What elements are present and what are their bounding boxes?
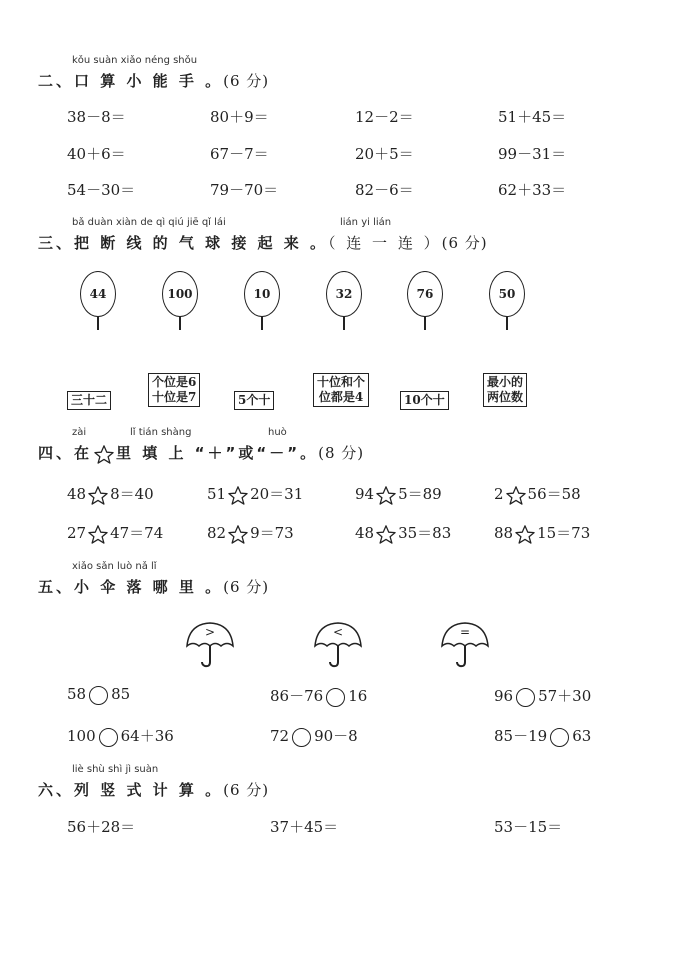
umbrella-symbol: > [204,625,216,639]
sec5-score: (6 分) [223,578,270,596]
compare-circle[interactable] [99,728,118,747]
star-blank-icon[interactable] [87,524,109,544]
sec2-problem: 20＋5＝ [355,145,414,163]
card-line: 十位是7 [152,390,197,404]
sec4-problem [355,483,442,505]
balloon[interactable]: 10 [244,271,280,317]
answer-card[interactable] [483,373,527,407]
answer-card[interactable] [400,391,449,410]
right-side: 63 [572,727,592,745]
card-line: 5个十 [238,393,271,407]
balloon-string [424,316,426,330]
sec2-score: (6 分) [223,72,270,90]
sec5-problem [270,725,358,747]
operand: 48 [67,485,87,503]
right-side: 85 [111,685,131,703]
operand-rest: 20＝31 [250,485,304,503]
sec4-heading [38,442,364,464]
balloon[interactable]: 100 [162,271,198,317]
operand-rest: 15＝73 [537,524,591,542]
sec4-title-a: 四、在 [38,444,93,462]
sec5-problem [494,685,591,707]
balloon-string [97,316,99,330]
sec3-pinyin: bǎ duàn xiàn de qì qiú jiē qǐ lái [72,217,226,228]
balloon[interactable]: 76 [407,271,443,317]
balloon-string [261,316,263,330]
answer-card[interactable] [313,373,369,407]
star-blank-icon[interactable] [514,524,536,544]
sec2-problem: 38－8＝ [67,108,126,126]
operand: 94 [355,485,375,503]
star-blank-icon[interactable] [505,485,527,505]
sec3-heading [38,232,488,253]
sec2-problem: 40＋6＝ [67,145,126,163]
compare-circle[interactable] [89,686,108,705]
sec6-heading [38,779,269,800]
card-line: 十位和个 [317,375,366,389]
sec2-heading [38,70,269,91]
sec2-title: 二、口 算 小 能 手 。 [38,72,224,90]
card-line: 位都是4 [318,390,364,404]
operand: 88 [494,524,514,542]
operand-rest: 8＝40 [110,485,154,503]
operand-rest: 56＝58 [527,485,581,503]
umbrella-symbol: = [459,625,471,639]
left-side: 85－19 [494,727,548,745]
left-side: 72 [270,727,290,745]
sec4-problem [207,483,303,505]
sec5-problem [270,685,367,707]
sec2-problem: 67－7＝ [210,145,269,163]
sec4-score: (8 分) [318,444,365,462]
balloon[interactable]: 50 [489,271,525,317]
right-side: 57＋30 [538,687,592,705]
sec2-problem: 82－6＝ [355,181,414,199]
sec2-problem: 99－31＝ [498,145,567,163]
card-line: 10个十 [404,393,445,407]
card-line: 三十二 [71,393,108,407]
sec5-problem [67,725,174,747]
sec2-problem: 62＋33＝ [498,181,567,199]
operand-rest: 5＝89 [398,485,442,503]
sec2-problem: 12－2＝ [355,108,414,126]
compare-circle[interactable] [550,728,569,747]
card-line: 最小的 [487,375,524,389]
sec5-heading [38,576,269,597]
sec4-problem [207,522,294,544]
compare-circle[interactable] [516,688,535,707]
balloon[interactable]: 44 [80,271,116,317]
sec3-title: 三、把 断 线 的 气 球 接 起 来 。 [38,234,329,252]
sec6-title: 六、列 竖 式 计 算 。 [38,781,224,799]
sec2-problem: 79－70＝ [210,181,279,199]
balloon-string [179,316,181,330]
sec6-problem: 56＋28＝ [67,818,136,836]
sec5-problem [494,725,591,747]
answer-card[interactable] [234,391,274,410]
sec2-problem: 80＋9＝ [210,108,269,126]
sec6-score: (6 分) [223,781,270,799]
sec4-pinyin-huo: huò [268,427,287,438]
operand: 2 [494,485,504,503]
balloon-string [343,316,345,330]
card-line: 两位数 [487,390,524,404]
sec3-pinyin-2: lián yi lián [340,217,392,228]
sec4-problem [67,483,154,505]
operand-rest: 9＝73 [250,524,294,542]
umbrella-greater[interactable] [185,620,235,670]
compare-circle[interactable] [326,688,345,707]
umbrella-symbol: < [332,625,344,639]
answer-card[interactable] [148,373,200,407]
operand: 48 [355,524,375,542]
balloon[interactable]: 32 [326,271,362,317]
umbrella-less[interactable] [313,620,363,670]
star-blank-icon[interactable] [227,524,249,544]
sec4-problem [494,522,590,544]
left-side: 96 [494,687,514,705]
sec3-score: (6 分) [441,234,488,252]
right-side: 16 [348,687,368,705]
sec4-title-b: 里 填 上 “＋”或“－”。 [116,444,319,462]
operand: 27 [67,524,87,542]
left-side: 58 [67,685,87,703]
sec4-problem [67,522,163,544]
right-side: 90－8 [314,727,358,745]
star-icon [93,444,115,464]
sec6-problem: 37＋45＝ [270,818,339,836]
sec4-problem [494,483,581,505]
sec5-title: 五、小 伞 落 哪 里 。 [38,578,224,596]
star-blank-icon[interactable] [227,485,249,505]
operand: 82 [207,524,227,542]
sec2-problem: 51＋45＝ [498,108,567,126]
left-side: 100 [67,727,96,745]
sec4-pinyin-zai: zài [72,427,87,438]
sec3-paren: （ 连 一 连 ） [328,234,442,252]
balloon-string [506,316,508,330]
sec4-pinyin-li: lǐ tián shàng [130,427,192,438]
sec2-problem: 54－30＝ [67,181,136,199]
compare-circle[interactable] [292,728,311,747]
sec5-problem [67,685,130,705]
sec6-pinyin: liè shù shì jì suàn [72,764,159,775]
left-side: 86－76 [270,687,324,705]
star-blank-icon[interactable] [87,485,109,505]
sec2-pinyin: kǒu suàn xiǎo néng shǒu [72,55,198,66]
operand: 51 [207,485,227,503]
star-blank-icon[interactable] [375,485,397,505]
right-side: 64＋36 [120,727,174,745]
card-line: 个位是6 [152,375,197,389]
answer-card[interactable] [67,391,111,410]
star-blank-icon[interactable] [375,524,397,544]
sec6-problem: 53－15＝ [494,818,563,836]
operand-rest: 47＝74 [110,524,164,542]
sec5-pinyin: xiǎo sǎn luò nǎ lǐ [72,561,157,572]
operand-rest: 35＝83 [398,524,452,542]
sec4-problem [355,522,451,544]
umbrella-equal[interactable] [440,620,490,670]
